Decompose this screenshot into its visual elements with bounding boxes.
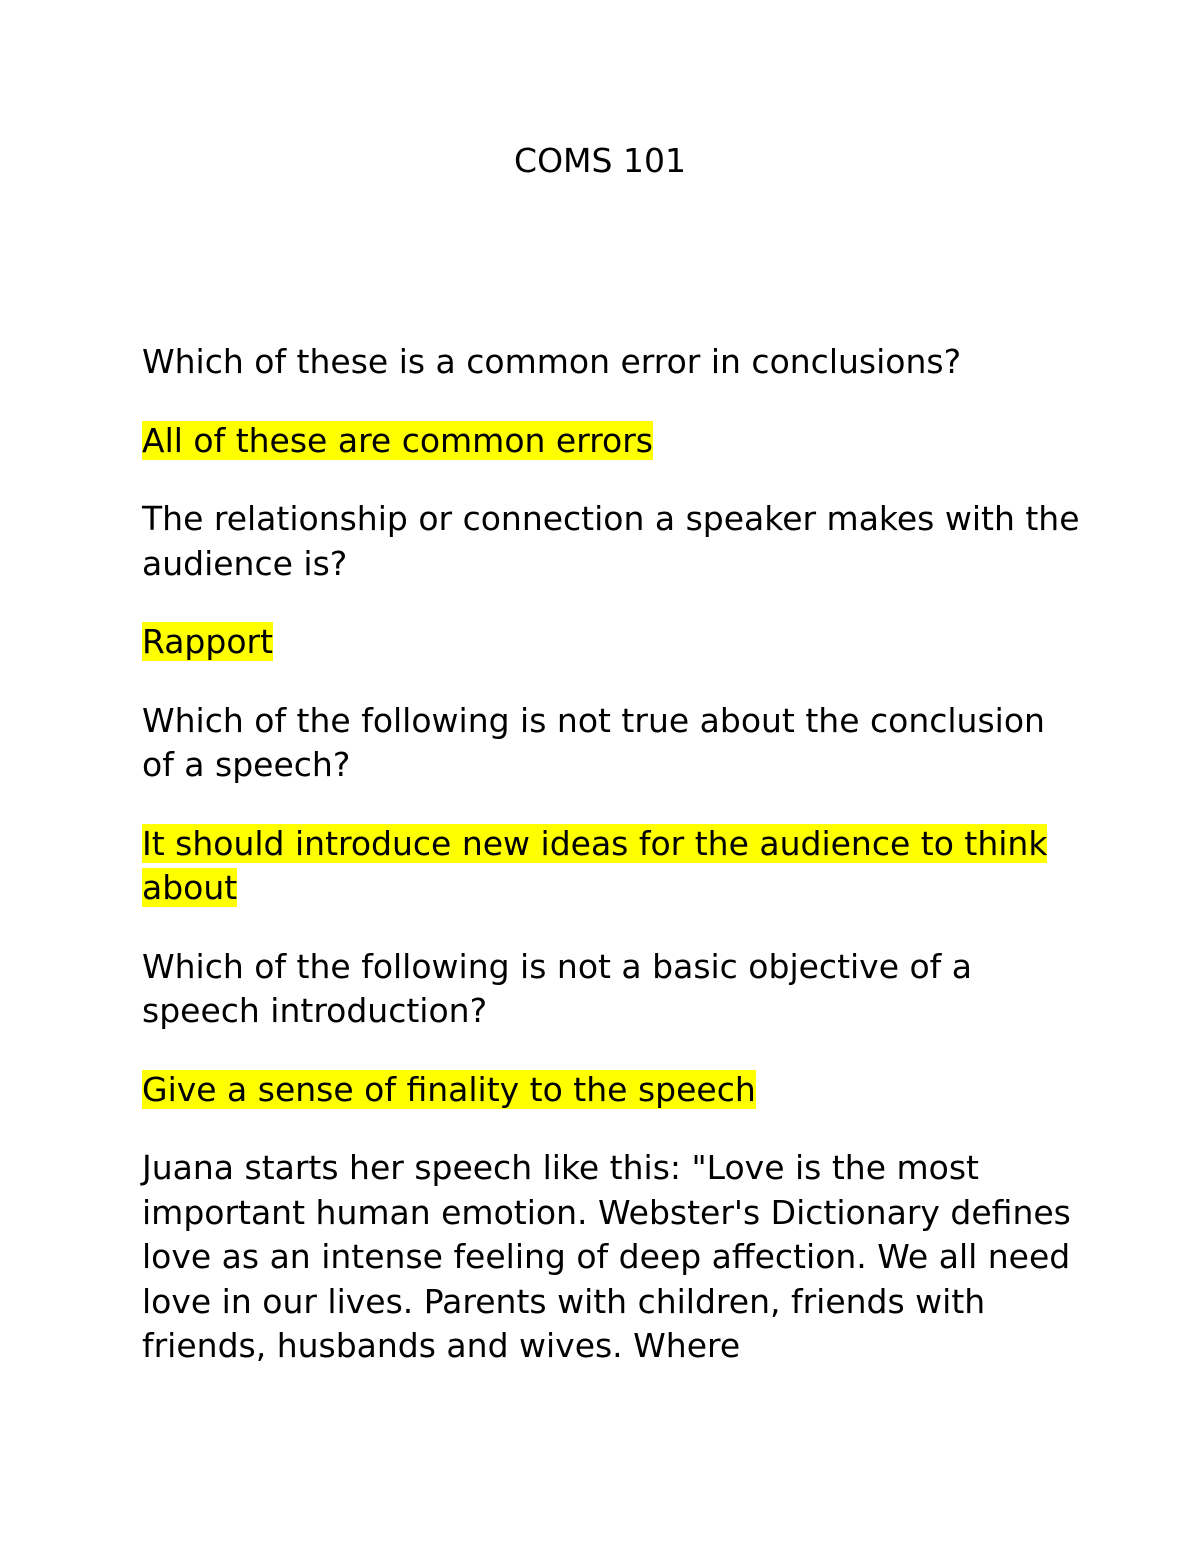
question-1: Which of these is a common error in conclusions? xyxy=(142,342,962,381)
question-4: Which of the following is not a basic objective of a speech introduction? xyxy=(142,946,973,1030)
highlighted-answer-4: Give a sense of finality to the speech xyxy=(142,1069,756,1109)
highlighted-answer-1: All of these are common errors xyxy=(142,420,654,460)
answer-3 xyxy=(142,822,1082,911)
answer-1 xyxy=(142,419,1082,464)
question-2: The relationship or connection a speaker makes with the audience is? xyxy=(142,499,1080,583)
question-3: Which of the following is not true about the conclusion of a speech? xyxy=(142,700,1045,784)
question-5: Juana starts her speech like this: "Love is the most important human emotion. Webster's Dictionary defines love as an intense feeling of deep affection. We all need love in our lives. Parents with children, friends with friends, husbands and wives. Where xyxy=(142,1148,1071,1365)
answer-2 xyxy=(142,620,1082,665)
document-body xyxy=(142,340,1082,1403)
answer-4 xyxy=(142,1068,1082,1113)
highlighted-answer-3: It should introduce new ideas for the audience to think about xyxy=(142,823,1048,907)
highlighted-answer-2: Rapport xyxy=(142,622,274,661)
document-title: COMS 101 xyxy=(514,141,686,180)
